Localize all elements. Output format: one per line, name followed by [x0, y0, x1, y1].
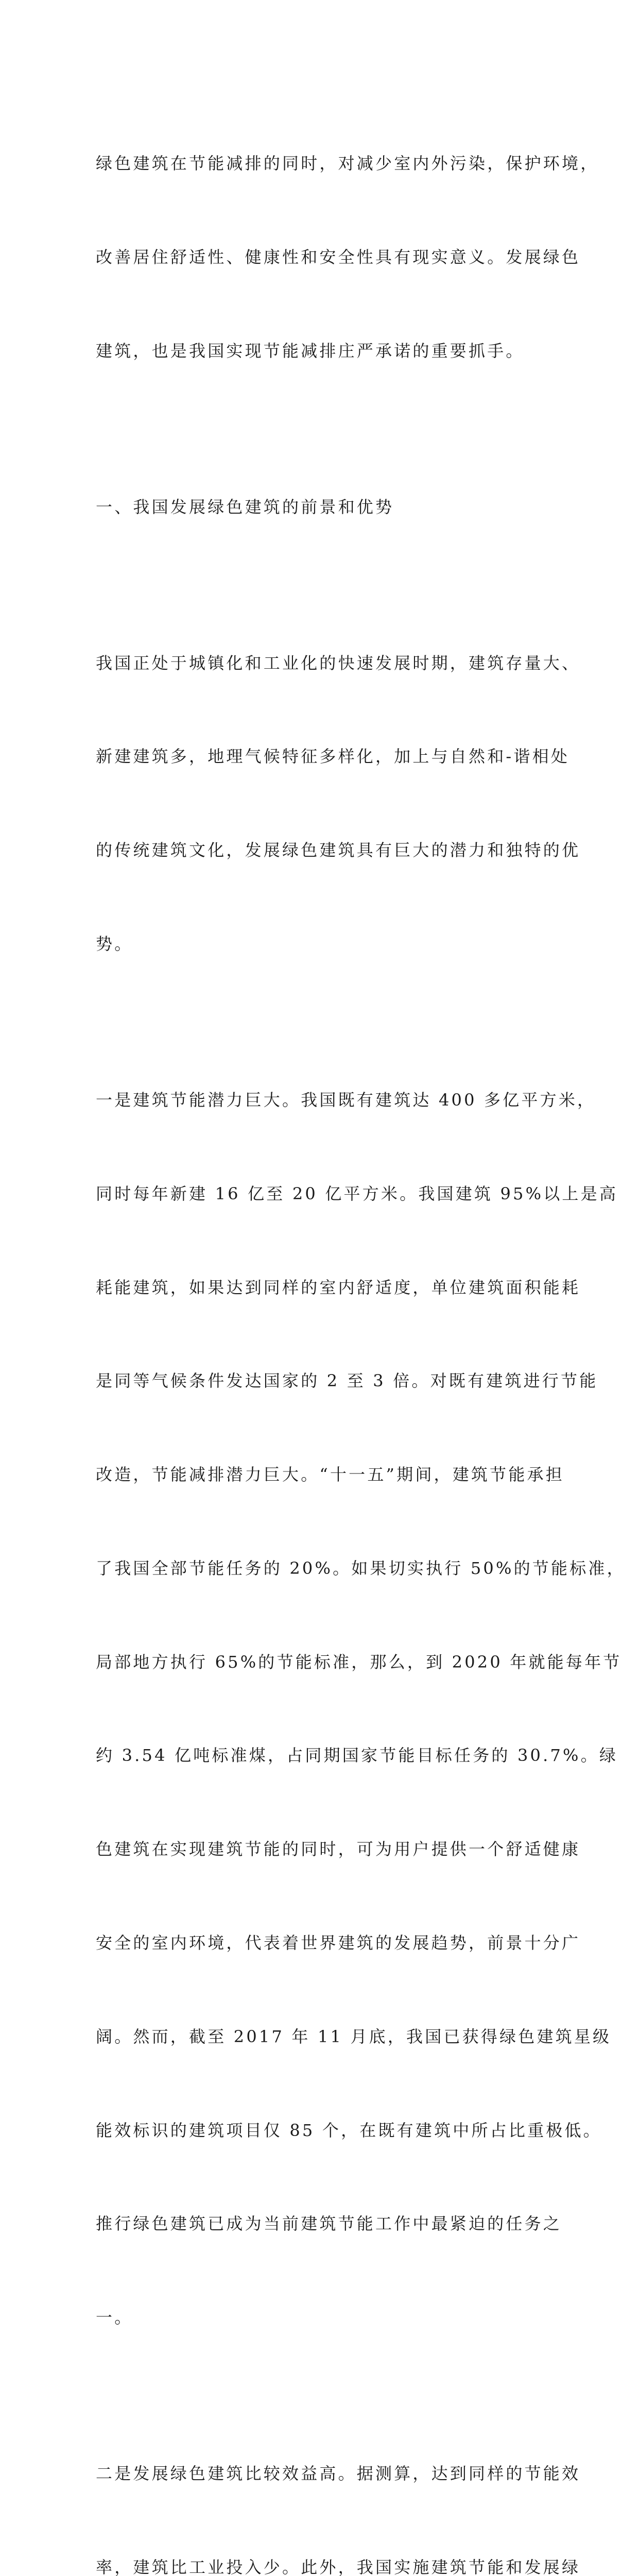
text-line: 了我国全部节能任务的 20%。如果切实执行 50%的节能标准，: [96, 1558, 626, 1578]
paragraph-point-one: [96, 1022, 626, 2396]
text-line: 阔。然而，截至 2017 年 11 月底，我国已获得绿色建筑星级: [96, 2026, 612, 2046]
text-line: 新建建筑多，地理气候特征多样化，加上与自然和-谐相处: [96, 747, 570, 767]
paragraph-point-two: [96, 2396, 581, 2576]
text-line: 约 3.54 亿吨标准煤，占同期国家节能目标任务的 30.7%。绿: [96, 1745, 618, 1766]
text-line: 二是发展绿色建筑比较效益高。据测算，达到同样的节能效: [96, 2464, 581, 2484]
document-body: [96, 86, 626, 2576]
text-line: 同时每年新建 16 亿至 20 亿平方米。我国建筑 95%以上是高: [96, 1183, 618, 1204]
text-line: 势。: [96, 934, 133, 954]
paragraph-overview: [96, 585, 581, 1022]
text-line: 色建筑在实现建筑节能的同时，可为用户提供一个舒适健康: [96, 1839, 581, 1859]
text-line: 绿色建筑在节能减排的同时，对减少室内外污染，保护环境，: [96, 154, 599, 174]
text-line: 建筑，也是我国实现节能减排庄严承诺的重要抓手。: [96, 341, 525, 361]
heading-line: 一、我国发展绿色建筑的前景和优势: [96, 497, 394, 517]
text-line: 改造，节能减排潜力巨大。“十一五”期间，建筑节能承担: [96, 1465, 564, 1485]
section-heading: [96, 429, 549, 585]
text-line: 一。: [96, 2308, 133, 2328]
text-line: 耗能建筑，如果达到同样的室内舒适度，单位建筑面积能耗: [96, 1277, 581, 1297]
text-line: 局部地方执行 65%的节能标准，那么，到 2020 年就能每年节: [96, 1652, 622, 1672]
text-line: 是同等气候条件发达国家的 2 至 3 倍。对既有建筑进行节能: [96, 1371, 598, 1391]
paragraph-intro: [96, 86, 599, 429]
text-line: 改善居住舒适性、健康性和安全性具有现实意义。发展绿色: [96, 247, 581, 267]
text-line: 安全的室内环境，代表着世界建筑的发展趋势，前景十分广: [96, 1933, 581, 1953]
text-line: 能效标识的建筑项目仅 85 个，在既有建筑中所占比重极低。: [96, 2120, 602, 2140]
text-line: 推行绿色建筑已成为当前建筑节能工作中最紧迫的任务之: [96, 2214, 562, 2234]
text-line: 我国正处于城镇化和工业化的快速发展时期，建筑存量大、: [96, 653, 581, 673]
text-line: 的传统建筑文化，发展绿色建筑具有巨大的潜力和独特的优: [96, 840, 581, 860]
text-line: 一是建筑节能潜力巨大。我国既有建筑达 400 多亿平方米，: [96, 1090, 596, 1110]
text-line: 率，建筑比工业投入少。此外，我国实施建筑节能和发展绿: [96, 2557, 581, 2576]
